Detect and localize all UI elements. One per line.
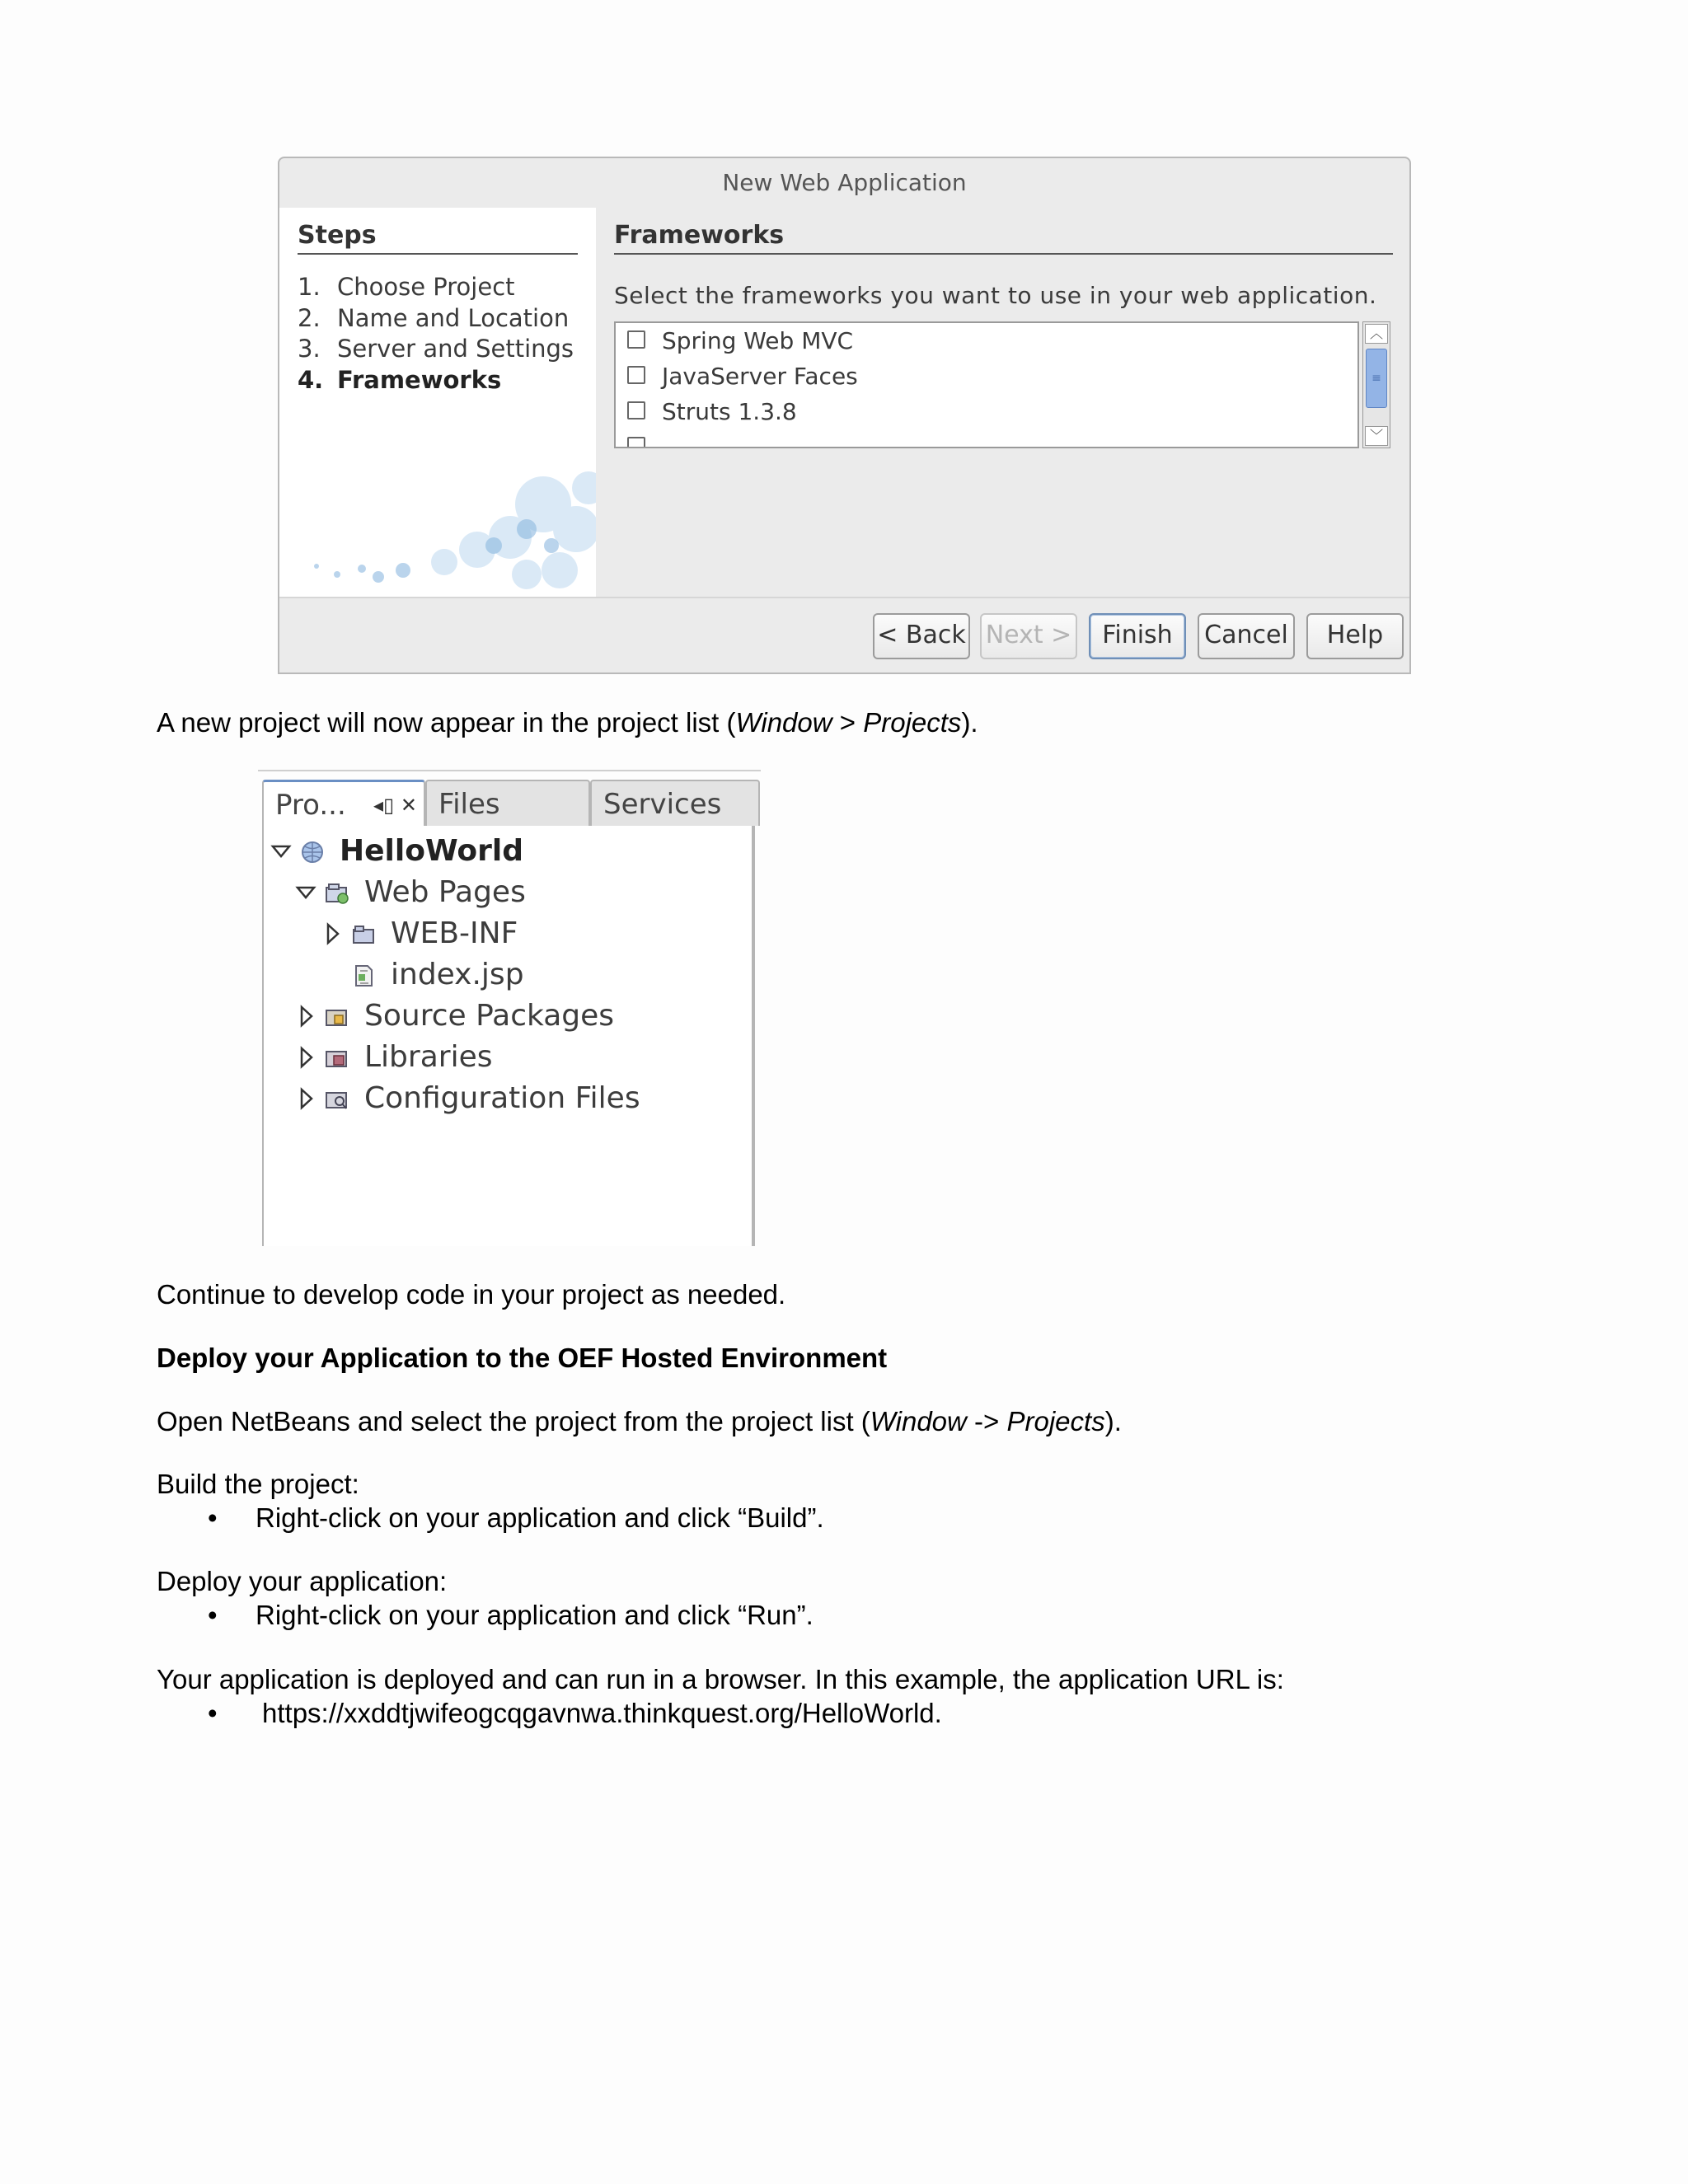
tab-services[interactable]: Services (590, 780, 760, 826)
dialog-title: New Web Application (722, 169, 967, 196)
project-list-paragraph: A new project will now appear in the project list (Window > Projects). (157, 707, 978, 738)
step-choose-project: 1. Choose Project (298, 273, 515, 301)
source-packages-icon (325, 1005, 349, 1029)
scroll-down-arrow-icon[interactable]: ﹀ (1365, 426, 1388, 446)
framework-item-struts[interactable]: Struts 1.3.8 (616, 394, 1357, 429)
help-button[interactable]: Help (1306, 613, 1404, 659)
framework-item-javaserver-faces[interactable]: JavaServer Faces (616, 359, 1357, 394)
frameworks-heading: Frameworks (614, 221, 1393, 255)
frameworks-scrollbar[interactable] (1362, 321, 1390, 448)
frameworks-list[interactable] (614, 321, 1359, 448)
url-intro-paragraph: Your application is deployed and can run in a browser. In this example, the application URL is: (157, 1664, 1284, 1694)
web-project-globe-icon (300, 841, 325, 864)
step-frameworks: 4. Frameworks (298, 365, 502, 394)
tab-projects[interactable]: Pro... ◂▯ ✕ (262, 780, 425, 826)
decorative-bubbles-graphic (279, 471, 596, 597)
back-button[interactable]: < Back (873, 613, 970, 659)
steps-list (298, 272, 574, 396)
scroll-thumb[interactable]: ≡ (1366, 349, 1387, 408)
checkbox-icon[interactable] (627, 330, 645, 349)
collapsed-triangle-icon[interactable] (295, 1037, 316, 1078)
expanded-triangle-icon[interactable] (295, 872, 316, 913)
tab-minimize-close-icon[interactable]: ◂▯ ✕ (373, 794, 417, 817)
checkbox-icon[interactable] (627, 366, 645, 384)
develop-code-paragraph: Continue to develop code in your project as needed. (157, 1279, 786, 1310)
build-bullet-text: Right-click on your application and click “Build”. (256, 1502, 824, 1533)
bullet-icon: • (208, 1502, 218, 1533)
build-label: Build the project: (157, 1469, 359, 1499)
collapsed-triangle-icon[interactable] (321, 913, 343, 954)
checkbox-icon[interactable] (627, 437, 645, 448)
frameworks-instruction: Select the frameworks you want to use in your web application. (614, 282, 1377, 309)
steps-heading: Steps (298, 221, 578, 255)
framework-item-spring-web-mvc[interactable]: Spring Web MVC (616, 323, 1357, 359)
web-pages-folder-icon (325, 882, 349, 905)
deploy-bullet-text: Right-click on your application and click “Run”. (256, 1600, 814, 1630)
step-server-and-settings: 3. Server and Settings (298, 335, 574, 363)
expanded-triangle-icon[interactable] (270, 831, 292, 872)
steps-panel (279, 208, 596, 597)
application-url-link[interactable]: https://xxddtjwifeogcqgavnwa.thinkquest.org/HelloWorld. (262, 1698, 942, 1728)
framework-item-partially-hidden[interactable] (616, 429, 1357, 448)
frameworks-panel (596, 208, 1411, 597)
bullet-icon: • (208, 1698, 218, 1728)
libraries-icon (325, 1047, 349, 1070)
next-button[interactable]: Next > (980, 613, 1077, 659)
checkbox-icon[interactable] (627, 401, 645, 419)
collapsed-triangle-icon[interactable] (295, 1078, 316, 1119)
finish-button[interactable]: Finish (1089, 613, 1186, 659)
jsp-file-icon (351, 964, 376, 987)
dialog-button-bar (279, 597, 1409, 676)
folder-icon (351, 923, 376, 946)
new-web-application-dialog (278, 157, 1411, 674)
step-name-and-location: 2. Name and Location (298, 303, 570, 332)
collapsed-triangle-icon[interactable] (295, 996, 316, 1037)
cancel-button[interactable]: Cancel (1198, 613, 1295, 659)
open-netbeans-paragraph: Open NetBeans and select the project from the project list (Window -> Projects). (157, 1406, 1122, 1436)
projects-window (258, 770, 761, 1246)
scroll-up-arrow-icon[interactable]: ︿ (1365, 324, 1388, 344)
project-tree: HelloWorld Web Pages WEB-INF index.jsp Source Packages Libraries Configuration Files (262, 826, 755, 1246)
tab-files[interactable]: Files (425, 780, 590, 826)
bullet-icon: • (208, 1600, 218, 1630)
configuration-files-icon (325, 1088, 349, 1111)
deploy-label: Deploy your application: (157, 1566, 448, 1596)
deploy-section-heading: Deploy your Application to the OEF Hosted Environment (157, 1343, 888, 1373)
